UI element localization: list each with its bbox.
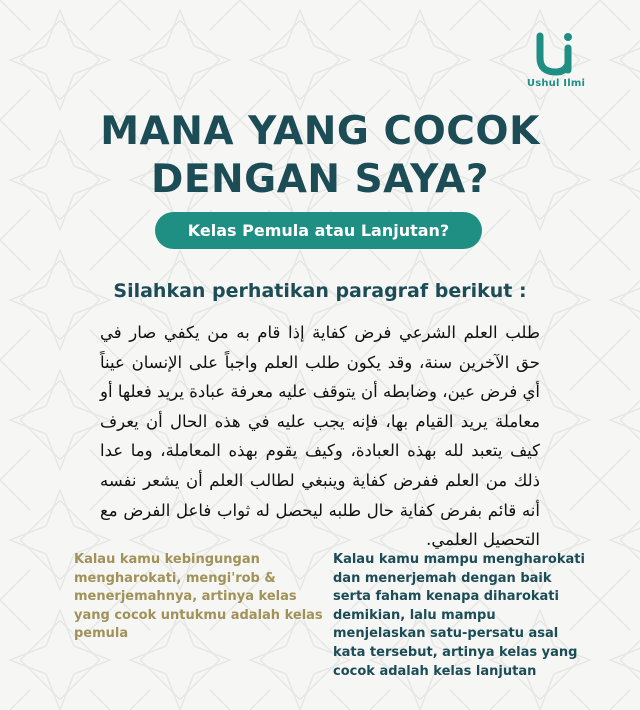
advanced-note-line: menjelaskan satu-persatu asal [333,626,559,642]
title-line-1: MANA YANG COCOK [100,109,540,154]
advanced-note-line: Kalau kamu mampu mengharokati [333,552,585,567]
title-line-2: DENGAN SAYA? [151,157,489,202]
beginner-note-line: menerjemahnya, artinya kelas [74,589,297,605]
advanced-class-note [333,551,583,681]
ushul-ilmi-logo-icon [534,30,578,76]
beginner-class-note [74,551,324,644]
beginner-note-line: yang cocok untukmu adalah kelas [74,607,323,623]
page-title [0,108,640,204]
instruction-heading: Silahkan perhatikan paragraf berikut : [113,280,527,302]
advanced-note-line: dan menerjemah dengan baik [333,570,552,586]
advanced-note-line: demikian, lalu mampu [333,607,496,623]
beginner-note-line: mengharokati, mengi'rob & [74,570,276,586]
advanced-note-line: cocok adalah kelas lanjutan [333,663,537,679]
beginner-note-line: pemula [74,626,129,642]
brand-name: Ushul Ilmi [526,78,586,89]
beginner-note-line: Kalau kamu kebingungan [74,552,260,567]
subtitle-badge: Kelas Pemula atau Lanjutan? [155,212,482,249]
advanced-note-line: kata tersebut, artinya kelas yang [333,644,578,660]
advanced-note-line: serta faham kenapa diharokati [333,589,559,605]
arabic-paragraph: طلب العلم الشرعي فرض كفاية إذا قام به من يكفي صار في حق الآخرين سنة، وقد يكون طلب العلم واجباً على الإنسان عيناً أي فرض عين، وضابطه أن يتوقف عليه معرفة عبادة يريد فعلها أو معاملة يريد القيام بها، فإنه يجب عليه في هذه الحال أن يعرف كيف يتعبد لله بهذه العبادة، وكيف يقوم بهذه المعاملة، وما عدا ذلك من العلم ففرض كفاية وينبغي لطالب العلم أن يشعر نفسه أنه قائم بفرض كفاية حال طلبه ليحصل له ثواب فاعل الفرض مع التحصيل العلمي. [100,323,540,550]
brand-logo [516,30,596,89]
